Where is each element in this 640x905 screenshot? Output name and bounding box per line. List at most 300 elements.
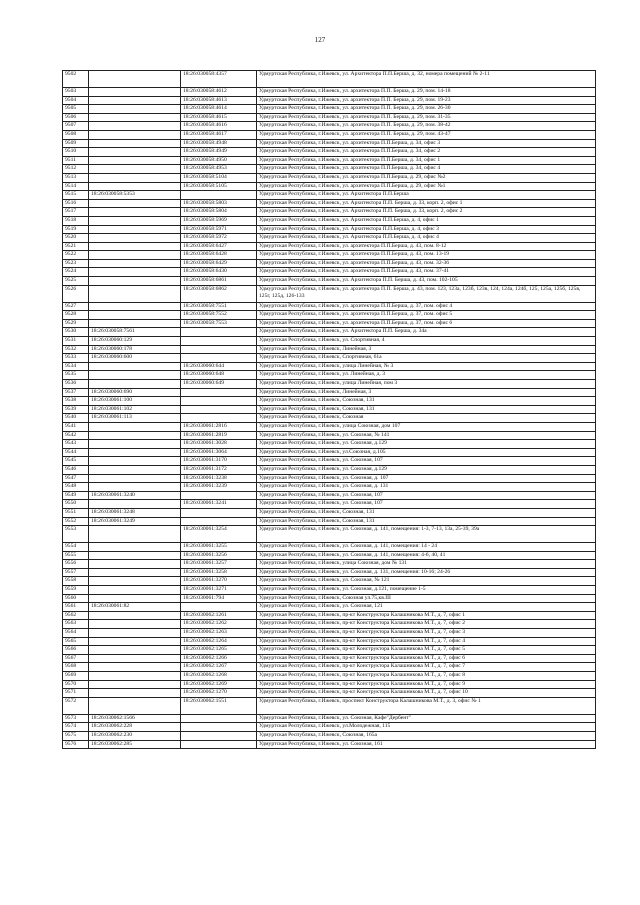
land-plot-cadastral-cell	[89, 646, 181, 655]
premises-cadastral-cell	[181, 723, 257, 732]
row-number-cell: 9571	[63, 689, 89, 698]
row-number-cell: 9504	[63, 96, 89, 105]
premises-cadastral-cell: 18:26:030061:3271	[181, 586, 257, 595]
land-plot-cadastral-cell	[89, 457, 181, 466]
row-number-cell: 9522	[63, 251, 89, 260]
premises-cadastral-cell: 18:26:030058:6430	[181, 268, 257, 277]
row-number-cell: 9573	[63, 714, 89, 723]
table-row	[63, 551, 596, 560]
table-row	[63, 251, 596, 260]
row-number-cell: 9539	[63, 405, 89, 414]
table-row	[63, 560, 596, 569]
row-number-cell: 9510	[63, 148, 89, 157]
address-cell: Удмуртская Республика, г.Ижевск, ул. архитектора П.П. Берша, д. 29, пом. 38-42	[257, 122, 596, 131]
row-number-cell: 9524	[63, 268, 89, 277]
address-cell: Удмуртская Республика, г.Ижевск, ул. архитектора П.П.Берша, д. 43, пом. 37-41	[257, 268, 596, 277]
land-plot-cadastral-cell	[89, 474, 181, 483]
row-number-cell: 9546	[63, 465, 89, 474]
address-cell: Удмуртская Республика, г.Ижевск, Линейная, 3	[257, 345, 596, 354]
premises-cadastral-cell	[181, 354, 257, 363]
premises-cadastral-cell: 18:26:030062:1261	[181, 611, 257, 620]
premises-cadastral-cell: 18:26:030062:1267	[181, 663, 257, 672]
address-cell: Удмуртская Республика, г.Ижевск, пр-кт Конструктора Калашникова М.Т., д. 7, офис 5	[257, 646, 596, 655]
premises-cadastral-cell: 18:26:030058:4613	[181, 96, 257, 105]
land-plot-cadastral-cell	[89, 440, 181, 449]
address-cell: Удмуртская Республика, г.Ижевск, ул. Линейная, д. 3	[257, 371, 596, 380]
premises-cadastral-cell: 18:26:030058:5972	[181, 234, 257, 243]
address-cell: Удмуртская Республика, г.Ижевск, ул. архитектора П.П.Берша, д. 34, офис 1	[257, 156, 596, 165]
address-cell: Удмуртская Республика, г.Ижевск, пр-кт Конструктора Калашникова М.Т., д. 7, офис 3	[257, 629, 596, 638]
address-cell: Удмуртская Республика, г.Ижевск, ул. Союзная, д.121, помещение 1-5	[257, 586, 596, 595]
premises-cadastral-cell	[181, 388, 257, 397]
premises-cadastral-cell: 18:26:030061:3270	[181, 577, 257, 586]
table-row	[63, 362, 596, 371]
row-number-cell: 9514	[63, 182, 89, 191]
premises-cadastral-cell: 18:26:030058:7551	[181, 302, 257, 311]
land-plot-cadastral-cell	[89, 672, 181, 681]
address-cell: Удмуртская Республика, г.Ижевск, ул. архитектора П.П. Берша, д. 29, пом. 31-35	[257, 113, 596, 122]
land-plot-cadastral-cell: 18:26:030061:3249	[89, 517, 181, 526]
row-number-cell: 9523	[63, 259, 89, 268]
land-plot-cadastral-cell: 18:26:030058:7561	[89, 328, 181, 337]
address-cell: Удмуртская Республика, г.Ижевск, ул. архитектора П.П.Берша, д. 29, офис №2	[257, 173, 596, 182]
row-number-cell: 9567	[63, 654, 89, 663]
table-row	[63, 594, 596, 603]
land-plot-cadastral-cell	[89, 139, 181, 148]
premises-cadastral-cell: 18:26:030058:4617	[181, 130, 257, 139]
table-row	[63, 586, 596, 595]
row-number-cell: 9505	[63, 105, 89, 114]
table-row	[63, 517, 596, 526]
row-number-cell: 9502	[63, 71, 89, 88]
table-row	[63, 620, 596, 629]
table-row	[63, 526, 596, 543]
row-number-cell: 9576	[63, 740, 89, 749]
land-plot-cadastral-cell	[89, 242, 181, 251]
row-number-cell: 9547	[63, 474, 89, 483]
table-row	[63, 422, 596, 431]
address-cell: Удмуртская Республика, г.Ижевск, ул. Архитектора П.П.Берша	[257, 191, 596, 200]
land-plot-cadastral-cell	[89, 105, 181, 114]
land-plot-cadastral-cell	[89, 225, 181, 234]
address-cell: Удмуртская Республика, г.Ижевск, ул. Союзная, д. 141, помещения: 4-6, 40, 41	[257, 551, 596, 560]
row-number-cell: 9534	[63, 362, 89, 371]
address-cell: Удмуртская Республика, г.Ижевск, ул. архитектора П.П. Берша, д. 43, пом. 123, 123а, 123б, 123в, 124, 124а, 124б, 125, 125а, 125б, 125в, 125г, 125д, 126-133	[257, 285, 596, 302]
premises-cadastral-cell: 18:26:030058:7553	[181, 319, 257, 328]
address-cell: Удмуртская Республика, г.Ижевск, пр-кт Конструктора Калашникова М.Т., д. 7, офис 9	[257, 680, 596, 689]
address-cell: Удмуртская Республика, г.Ижевск, ул. архитектора П.П.Берша, д. 43, пом. 32-36	[257, 259, 596, 268]
row-number-cell: 9556	[63, 560, 89, 569]
premises-cadastral-cell	[181, 397, 257, 406]
table-row	[63, 354, 596, 363]
row-number-cell: 9533	[63, 354, 89, 363]
table-row	[63, 371, 596, 380]
land-plot-cadastral-cell	[89, 208, 181, 217]
land-plot-cadastral-cell: 18:26:030061:100	[89, 397, 181, 406]
premises-cadastral-cell: 18:26:030058:4953	[181, 165, 257, 174]
land-plot-cadastral-cell	[89, 697, 181, 714]
row-number-cell: 9562	[63, 611, 89, 620]
row-number-cell: 9511	[63, 156, 89, 165]
land-plot-cadastral-cell	[89, 216, 181, 225]
row-number-cell: 9549	[63, 491, 89, 500]
address-cell: Удмуртская Республика, г.Ижевск, ул. архитектора П.П.Берша, д. 34, офис 3	[257, 139, 596, 148]
land-plot-cadastral-cell: 18:26:030062:228	[89, 723, 181, 732]
land-plot-cadastral-cell	[89, 277, 181, 286]
address-cell: Удмуртская Республика, г.Ижевск, проспект Конструктора Калашникова М.Т., д. 3, офис № 1	[257, 697, 596, 714]
registry-table	[62, 70, 596, 749]
land-plot-cadastral-cell: 18:26:030062:285	[89, 740, 181, 749]
land-plot-cadastral-cell	[89, 594, 181, 603]
land-plot-cadastral-cell: 18:26:030060:690	[89, 388, 181, 397]
premises-cadastral-cell: 18:26:030062:1268	[181, 672, 257, 681]
premises-cadastral-cell: 18:26:030061:3239	[181, 483, 257, 492]
address-cell: Удмуртская Республика, г.Ижевск, ул. Архитектора П.П. Берша, д. 33, корп. 2, офис 1	[257, 199, 596, 208]
premises-cadastral-cell: 18:26:030058:5803	[181, 199, 257, 208]
premises-cadastral-cell: 18:26:030058:5969	[181, 216, 257, 225]
row-number-cell: 9568	[63, 663, 89, 672]
premises-cadastral-cell: 18:26:030058:4615	[181, 113, 257, 122]
premises-cadastral-cell: 18:26:030061:794	[181, 594, 257, 603]
row-number-cell: 9528	[63, 311, 89, 320]
row-number-cell: 9530	[63, 328, 89, 337]
address-cell: Удмуртская Республика, г.Ижевск, ул. архитектора П.П. Берша, д. 29, пом. 43-47	[257, 130, 596, 139]
table-row	[63, 216, 596, 225]
table-row	[63, 268, 596, 277]
land-plot-cadastral-cell: 18:26:030061:113	[89, 414, 181, 423]
land-plot-cadastral-cell	[89, 251, 181, 260]
land-plot-cadastral-cell: 18:26:030062:1566	[89, 714, 181, 723]
land-plot-cadastral-cell	[89, 285, 181, 302]
address-cell: Удмуртская Республика, г.Ижевск, ул. Союзная, д. 141, помещения: 1-3, 7-13, 13а, 25-39, 39а	[257, 526, 596, 543]
address-cell: Удмуртская Республика, г.Ижевск, ул. архитектора П.П.Берша, д. 34, офис 4	[257, 165, 596, 174]
land-plot-cadastral-cell	[89, 422, 181, 431]
land-plot-cadastral-cell	[89, 148, 181, 157]
premises-cadastral-cell: 18:26:030061:3064	[181, 448, 257, 457]
row-number-cell: 9553	[63, 526, 89, 543]
land-plot-cadastral-cell	[89, 689, 181, 698]
row-number-cell: 9570	[63, 680, 89, 689]
premises-cadastral-cell	[181, 517, 257, 526]
premises-cadastral-cell: 18:26:030058:4357	[181, 71, 257, 88]
premises-cadastral-cell: 18:26:030058:4612	[181, 88, 257, 97]
row-number-cell: 9538	[63, 397, 89, 406]
land-plot-cadastral-cell	[89, 156, 181, 165]
address-cell: Удмуртская Республика, г.Ижевск, ул. Союзная, № 141	[257, 431, 596, 440]
premises-cadastral-cell	[181, 731, 257, 740]
table-row	[63, 277, 596, 286]
table-row	[63, 637, 596, 646]
row-number-cell: 9542	[63, 431, 89, 440]
land-plot-cadastral-cell: 18:26:030061:3248	[89, 508, 181, 517]
row-number-cell: 9513	[63, 173, 89, 182]
address-cell: Удмуртская Республика, г.Ижевск, улица Линейная, № 3	[257, 362, 596, 371]
table-row	[63, 96, 596, 105]
table-row	[63, 543, 596, 552]
land-plot-cadastral-cell	[89, 199, 181, 208]
address-cell: Удмуртская Республика, г.Ижевск, ул. архитектора П.П. Берша, д. 29, пом. 26-30	[257, 105, 596, 114]
land-plot-cadastral-cell: 18:26:030062:230	[89, 731, 181, 740]
land-plot-cadastral-cell	[89, 130, 181, 139]
premises-cadastral-cell	[181, 740, 257, 749]
row-number-cell: 9529	[63, 319, 89, 328]
table-row	[63, 508, 596, 517]
premises-cadastral-cell: 18:26:030058:7552	[181, 311, 257, 320]
address-cell: Удмуртская Республика, г.Ижевск, ул. Архитектора П.П.Берша, д. 4, офис 4	[257, 234, 596, 243]
row-number-cell: 9509	[63, 139, 89, 148]
table-row	[63, 182, 596, 191]
address-cell: Удмуртская Республика, г.Ижевск, ул. Союзная, 107	[257, 491, 596, 500]
address-cell: Удмуртская Республика, г.Ижевск, ул. архитектора П.П.Берша, д. 43, пом. 13-19	[257, 251, 596, 260]
premises-cadastral-cell	[181, 714, 257, 723]
row-number-cell: 9575	[63, 731, 89, 740]
address-cell: Удмуртская Республика, г.Ижевск, ул.Союзная, д.105	[257, 448, 596, 457]
premises-cadastral-cell: 18:26:030058:5804	[181, 208, 257, 217]
table-row	[63, 191, 596, 200]
row-number-cell: 9520	[63, 234, 89, 243]
row-number-cell: 9545	[63, 457, 89, 466]
row-number-cell: 9564	[63, 629, 89, 638]
land-plot-cadastral-cell	[89, 577, 181, 586]
premises-cadastral-cell: 18:26:030060:649	[181, 380, 257, 389]
premises-cadastral-cell: 18:26:030060:648	[181, 371, 257, 380]
address-cell: Удмуртская Республика, г.Ижевск, Союзная, 165а	[257, 731, 596, 740]
address-cell: Удмуртская Республика, г.Ижевск, ул.Молодежная, 115	[257, 723, 596, 732]
row-number-cell: 9565	[63, 637, 89, 646]
premises-cadastral-cell: 18:26:030058:6861	[181, 277, 257, 286]
land-plot-cadastral-cell	[89, 268, 181, 277]
premises-cadastral-cell: 18:26:030062:1264	[181, 637, 257, 646]
table-row	[63, 405, 596, 414]
land-plot-cadastral-cell	[89, 551, 181, 560]
address-cell: Удмуртская Республика, г.Ижевск, ул. Союзная, 161	[257, 740, 596, 749]
row-number-cell: 9561	[63, 603, 89, 612]
row-number-cell: 9558	[63, 577, 89, 586]
land-plot-cadastral-cell	[89, 586, 181, 595]
table-row	[63, 345, 596, 354]
table-row	[63, 689, 596, 698]
table-row	[63, 71, 596, 88]
premises-cadastral-cell: 18:26:030062:1266	[181, 654, 257, 663]
row-number-cell: 9516	[63, 199, 89, 208]
table-row	[63, 165, 596, 174]
row-number-cell: 9519	[63, 225, 89, 234]
premises-cadastral-cell	[181, 337, 257, 346]
premises-cadastral-cell: 18:26:030061:3255	[181, 543, 257, 552]
premises-cadastral-cell	[181, 405, 257, 414]
row-number-cell: 9550	[63, 500, 89, 509]
row-number-cell: 9507	[63, 122, 89, 131]
table-row	[63, 380, 596, 389]
table-row	[63, 319, 596, 328]
premises-cadastral-cell: 18:26:030061:2816	[181, 422, 257, 431]
table-row	[63, 474, 596, 483]
table-row	[63, 723, 596, 732]
row-number-cell: 9548	[63, 483, 89, 492]
land-plot-cadastral-cell	[89, 543, 181, 552]
address-cell: Удмуртская Республика, г.Ижевск, ул. Союзная, Кафе"Дербент"	[257, 714, 596, 723]
row-number-cell: 9503	[63, 88, 89, 97]
table-row	[63, 311, 596, 320]
premises-cadastral-cell: 18:26:030061:3170	[181, 457, 257, 466]
land-plot-cadastral-cell	[89, 380, 181, 389]
table-row	[63, 328, 596, 337]
land-plot-cadastral-cell	[89, 431, 181, 440]
land-plot-cadastral-cell	[89, 122, 181, 131]
land-plot-cadastral-cell	[89, 371, 181, 380]
table-row	[63, 130, 596, 139]
address-cell: Удмуртская Республика, г.Ижевск, улица Союзная, дом 107	[257, 422, 596, 431]
premises-cadastral-cell: 18:26:030058:5971	[181, 225, 257, 234]
address-cell: Удмуртская Республика, г.Ижевск, Союзная	[257, 414, 596, 423]
address-cell: Удмуртская Республика, г.Ижевск, ул. архитектора П.П.Берша, д. 37, пом. офис 5	[257, 311, 596, 320]
table-row	[63, 714, 596, 723]
land-plot-cadastral-cell	[89, 465, 181, 474]
address-cell: Удмуртская Республика, г.Ижевск, ул. Союзная, д.129	[257, 440, 596, 449]
land-plot-cadastral-cell	[89, 234, 181, 243]
table-row	[63, 285, 596, 302]
address-cell: Удмуртская Республика, г.Ижевск, ул. Архитектора П.П.Берша, д. 32, номера помещений № 2-11	[257, 71, 596, 88]
address-cell: Удмуртская Республика, г.Ижевск, ул. Архитектора П.П. Берша, д. 34а	[257, 328, 596, 337]
address-cell: Удмуртская Республика, г.Ижевск, Союзная, 131	[257, 405, 596, 414]
row-number-cell: 9506	[63, 113, 89, 122]
registry-table-body	[63, 71, 596, 749]
address-cell: Удмуртская Республика, г.Ижевск, пр-кт Конструктора Калашникова М.Т., д. 7, офис 8	[257, 672, 596, 681]
table-row	[63, 654, 596, 663]
address-cell: Удмуртская Республика, г.Ижевск, ул. архитектора П.П.Берша, д. 37, пом. офис 6	[257, 319, 596, 328]
premises-cadastral-cell: 18:26:030058:6428	[181, 251, 257, 260]
premises-cadastral-cell: 18:26:030058:6427	[181, 242, 257, 251]
row-number-cell: 9563	[63, 620, 89, 629]
row-number-cell: 9508	[63, 130, 89, 139]
land-plot-cadastral-cell	[89, 302, 181, 311]
table-row	[63, 448, 596, 457]
land-plot-cadastral-cell	[89, 500, 181, 509]
table-row	[63, 740, 596, 749]
premises-cadastral-cell: 18:26:030062:1270	[181, 689, 257, 698]
address-cell: Удмуртская Республика, г.Ижевск, ул. Союзная, 107	[257, 457, 596, 466]
premises-cadastral-cell: 18:26:030061:3257	[181, 560, 257, 569]
table-row	[63, 440, 596, 449]
row-number-cell: 9559	[63, 586, 89, 595]
address-cell: Удмуртская Республика, г.Ижевск, Линейная, 3	[257, 388, 596, 397]
premises-cadastral-cell: 18:26:030058:6862	[181, 285, 257, 302]
address-cell: Удмуртская Республика, г.Ижевск, улица Союзная, дом № 131	[257, 560, 596, 569]
land-plot-cadastral-cell: 18:26:030060:178	[89, 345, 181, 354]
table-row	[63, 414, 596, 423]
address-cell: Удмуртская Республика, г.Ижевск, Союзная, 131	[257, 397, 596, 406]
row-number-cell: 9535	[63, 371, 89, 380]
table-row	[63, 139, 596, 148]
land-plot-cadastral-cell	[89, 611, 181, 620]
land-plot-cadastral-cell	[89, 483, 181, 492]
land-plot-cadastral-cell: 18:26:030060:600	[89, 354, 181, 363]
premises-cadastral-cell: 18:26:030058:4949	[181, 148, 257, 157]
row-number-cell: 9512	[63, 165, 89, 174]
table-row	[63, 491, 596, 500]
premises-cadastral-cell: 18:26:030062:1262	[181, 620, 257, 629]
row-number-cell: 9552	[63, 517, 89, 526]
address-cell: Удмуртская Республика, г.Ижевск, Союзная, 131	[257, 517, 596, 526]
premises-cadastral-cell: 18:26:030061:3238	[181, 474, 257, 483]
table-row	[63, 646, 596, 655]
address-cell: Удмуртская Республика, г.Ижевск, ул. Союзная, 121	[257, 603, 596, 612]
land-plot-cadastral-cell	[89, 311, 181, 320]
row-number-cell: 9525	[63, 277, 89, 286]
row-number-cell: 9521	[63, 242, 89, 251]
premises-cadastral-cell	[181, 191, 257, 200]
address-cell: Удмуртская Республика, г.Ижевск, пр-кт Конструктора Калашникова М.Т., д. 7, офис 6	[257, 654, 596, 663]
premises-cadastral-cell: 18:26:030058:4948	[181, 139, 257, 148]
land-plot-cadastral-cell	[89, 560, 181, 569]
premises-cadastral-cell	[181, 345, 257, 354]
table-row	[63, 105, 596, 114]
premises-cadastral-cell	[181, 414, 257, 423]
row-number-cell: 9517	[63, 208, 89, 217]
table-row	[63, 397, 596, 406]
premises-cadastral-cell	[181, 508, 257, 517]
address-cell: Удмуртская Республика, г.Ижевск, ул. Союзная, д. 131	[257, 483, 596, 492]
premises-cadastral-cell: 18:26:030062:1269	[181, 680, 257, 689]
address-cell: Удмуртская Республика, г.Ижевск, ул. архитектора П.П.Берша, д. 37, пом. офис 4	[257, 302, 596, 311]
table-row	[63, 603, 596, 612]
address-cell: Удмуртская Республика, г.Ижевск, ул. Союзная, д. 141, помещения: 14 - 24	[257, 543, 596, 552]
land-plot-cadastral-cell	[89, 568, 181, 577]
premises-cadastral-cell: 18:26:030058:4950	[181, 156, 257, 165]
table-row	[63, 465, 596, 474]
land-plot-cadastral-cell: 18:26:030061:3240	[89, 491, 181, 500]
address-cell: Удмуртская Республика, г.Ижевск, ул. Союзная, д. 107	[257, 474, 596, 483]
row-number-cell: 9557	[63, 568, 89, 577]
land-plot-cadastral-cell	[89, 182, 181, 191]
address-cell: Удмуртская Республика, г.Ижевск, ул. архитектора П.П.Берша, д. 43, пом. 8-12	[257, 242, 596, 251]
premises-cadastral-cell: 18:26:030061:3258	[181, 568, 257, 577]
address-cell: Удмуртская Республика, г.Ижевск, пр-кт Конструктора Калашникова М.Т., д. 7, офис 10	[257, 689, 596, 698]
address-cell: Удмуртская Республика, г.Ижевск, Спортивная, 61а	[257, 354, 596, 363]
table-row	[63, 113, 596, 122]
premises-cadastral-cell: 18:26:030062:1265	[181, 646, 257, 655]
land-plot-cadastral-cell	[89, 88, 181, 97]
table-row	[63, 577, 596, 586]
row-number-cell: 9537	[63, 388, 89, 397]
table-row	[63, 337, 596, 346]
row-number-cell: 9555	[63, 551, 89, 560]
address-cell: Удмуртская Республика, г.Ижевск, пр-кт Конструктора Калашникова М.Т., д. 7, офис 1	[257, 611, 596, 620]
table-row	[63, 431, 596, 440]
table-row	[63, 122, 596, 131]
address-cell: Удмуртская Республика, г.Ижевск, пр-кт Конструктора Калашникова М.Т., д. 7, офис 4	[257, 637, 596, 646]
premises-cadastral-cell: 18:26:030058:5104	[181, 173, 257, 182]
row-number-cell: 9541	[63, 422, 89, 431]
page-number: 127	[314, 36, 326, 44]
address-cell: Удмуртская Республика, г.Ижевск, ул. архитектора П.П. Берша, д. 29, пом. 14-18	[257, 88, 596, 97]
table-row	[63, 663, 596, 672]
table-row	[63, 611, 596, 620]
row-number-cell: 9526	[63, 285, 89, 302]
land-plot-cadastral-cell: 18:26:030058:5353	[89, 191, 181, 200]
premises-cadastral-cell: 18:26:030062:1551	[181, 697, 257, 714]
table-row	[63, 457, 596, 466]
land-plot-cadastral-cell	[89, 637, 181, 646]
table-row	[63, 500, 596, 509]
address-cell: Удмуртская Республика, г.Ижевск, ул. Архитектора П.П. Берша, д. 43, пом. 102-105	[257, 277, 596, 286]
table-row	[63, 242, 596, 251]
row-number-cell: 9540	[63, 414, 89, 423]
premises-cadastral-cell: 18:26:030058:4616	[181, 122, 257, 131]
row-number-cell: 9569	[63, 672, 89, 681]
row-number-cell: 9544	[63, 448, 89, 457]
land-plot-cadastral-cell	[89, 620, 181, 629]
